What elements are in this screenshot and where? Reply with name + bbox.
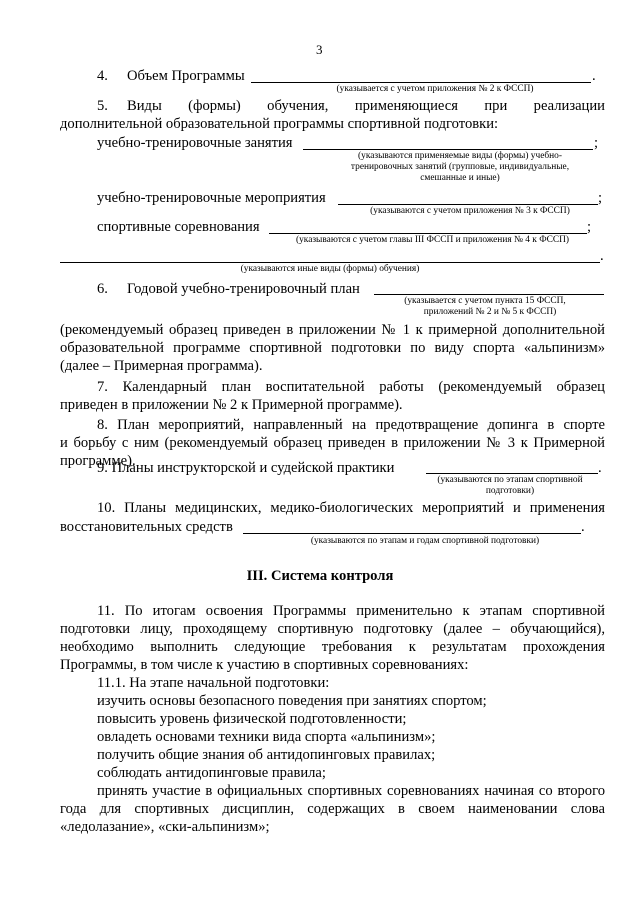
item-9-hint-1: (указываются по этапам спортивной bbox=[437, 475, 583, 485]
item-5-other-hint: (указываются иные виды (формы) обучения) bbox=[240, 264, 420, 274]
item-5-events-blank bbox=[338, 204, 598, 205]
item-8-line-3: программе). bbox=[60, 453, 136, 469]
item-6-cont-2: образовательной программе спортивной подготовки по виду спорта «альпинизм» bbox=[60, 340, 605, 356]
item-6-number: 6. bbox=[97, 281, 108, 297]
item-6-hint-2: приложений № 2 и № 5 к ФССП) bbox=[423, 307, 557, 317]
item-10-label-2: восстановительных средств bbox=[60, 519, 233, 535]
item-4-number: 4. bbox=[97, 68, 108, 84]
item-11-line-3: необходимо выполнить следующие требования к результатам прохождения bbox=[60, 639, 605, 655]
requirement-6-line-2: года для спортивных дисциплин, содержащих в своем наименовании слова bbox=[60, 801, 605, 817]
item-9-blank bbox=[426, 473, 598, 474]
item-5-line-1: Виды (формы) обучения, применяющиеся при реализации bbox=[127, 98, 605, 114]
item-5-training-label: учебно-тренировочные занятия bbox=[97, 135, 293, 151]
item-9-hint-2: подготовки) bbox=[485, 486, 535, 496]
item-5-competitions-hint: (указываются с учетом главы III ФССП и приложения № 4 к ФССП) bbox=[295, 235, 570, 245]
item-9-label: 9. Планы инструкторской и судейской практики bbox=[97, 460, 395, 476]
item-11-1-title: 11.1. На этапе начальной подготовки: bbox=[97, 675, 330, 691]
item-5-training-end: ; bbox=[594, 135, 599, 151]
item-5-competitions-label: спортивные соревнования bbox=[97, 219, 260, 235]
item-5-competitions-blank bbox=[269, 233, 587, 234]
item-6-blank bbox=[374, 294, 604, 295]
item-11-line-1: 11. По итогам освоения Программы применительно к этапам спортивной bbox=[97, 603, 605, 619]
item-5-training-hint-3: смешанные и иные) bbox=[420, 173, 500, 183]
item-10-blank bbox=[243, 533, 581, 534]
item-4-blank bbox=[251, 82, 591, 83]
requirement-3: овладеть основами техники вида спорта «альпинизм»; bbox=[97, 729, 436, 745]
requirement-6-line-3: «ледолазание», «ски-альпинизм»; bbox=[60, 819, 270, 835]
item-5-training-blank bbox=[303, 149, 593, 150]
item-5-events-end: ; bbox=[598, 190, 603, 206]
item-10-end: . bbox=[581, 519, 585, 535]
item-5-events-label: учебно-тренировочные мероприятия bbox=[97, 190, 326, 206]
item-4-end: . bbox=[592, 68, 596, 84]
item-5-other-end: . bbox=[600, 248, 604, 264]
requirement-5: соблюдать антидопинговые правила; bbox=[97, 765, 326, 781]
item-5-other-blank bbox=[60, 262, 600, 263]
item-4-label: Объем Программы bbox=[127, 68, 245, 84]
item-7-line-1: 7. Календарный план воспитательной работы (рекомендуемый образец bbox=[97, 379, 605, 395]
item-11-line-2: подготовки лицу, проходящему спортивную подготовку (далее – обучающийся), bbox=[60, 621, 605, 637]
item-9-end: . bbox=[598, 460, 602, 476]
item-11-line-4: Программы, в том числе к участию в спортивных соревнованиях: bbox=[60, 657, 469, 673]
item-5-line-2: дополнительной образовательной программы спортивной подготовки: bbox=[60, 116, 499, 132]
requirement-4: получить общие знания об антидопинговых правилах; bbox=[97, 747, 436, 763]
requirement-1: изучить основы безопасного поведения при занятиях спортом; bbox=[97, 693, 487, 709]
requirement-2: повысить уровень физической подготовленности; bbox=[97, 711, 407, 727]
page-number: 3 bbox=[316, 42, 323, 57]
item-6-hint-1: (указывается с учетом пункта 15 ФССП, bbox=[404, 296, 566, 306]
item-5-events-hint: (указываются с учетом приложения № 3 к ФССП) bbox=[370, 206, 570, 216]
item-8-line-2: и борьбу с ним (рекомендуемый образец приведен в приложении № 3 к Примерной bbox=[60, 435, 605, 451]
item-6-cont-3: (далее – Примерная программа). bbox=[60, 358, 263, 374]
item-5-number: 5. bbox=[97, 98, 108, 114]
item-10-hint: (указываются по этапам и годам спортивной подготовки) bbox=[310, 536, 540, 546]
requirement-6-line-1: принять участие в официальных спортивных соревнованиях начиная со второго bbox=[97, 783, 605, 799]
section-title: III. Система контроля bbox=[246, 568, 394, 584]
item-5-training-hint-1: (указываются применяемые виды (формы) учебно- bbox=[358, 151, 562, 161]
item-5-competitions-end: ; bbox=[587, 219, 592, 235]
item-4-hint: (указывается с учетом приложения № 2 к ФССП) bbox=[336, 84, 534, 94]
item-6-cont-1: (рекомендуемый образец приведен в приложении № 1 к примерной дополнительной bbox=[60, 322, 605, 338]
item-8-line-1: 8. План мероприятий, направленный на предотвращение допинга в спорте bbox=[97, 417, 605, 433]
item-7-line-2: приведен в приложении № 2 к Примерной программе). bbox=[60, 397, 403, 413]
item-5-training-hint-2: тренировочных занятий (групповые, индивидуальные, bbox=[350, 162, 570, 172]
item-6-label: Годовой учебно-тренировочный план bbox=[127, 281, 360, 297]
item-10-line-1: 10. Планы медицинских, медико-биологических мероприятий и применения bbox=[97, 500, 605, 516]
